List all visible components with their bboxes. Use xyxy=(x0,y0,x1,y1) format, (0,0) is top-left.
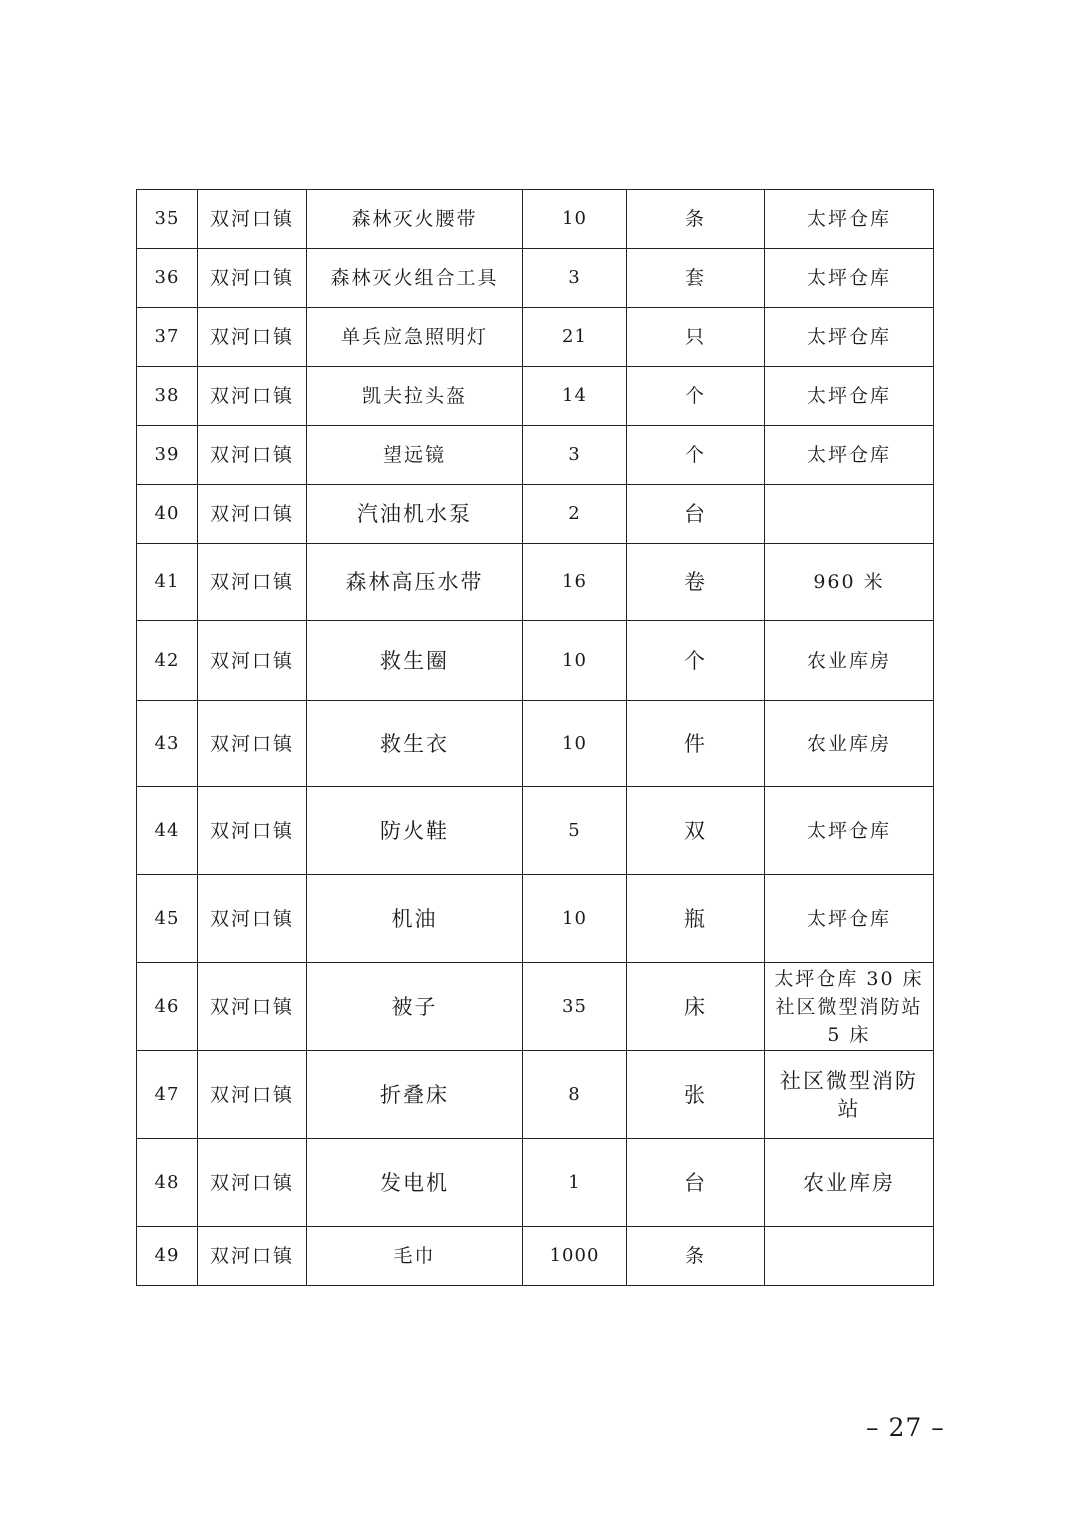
page-number: – 27 – xyxy=(866,1413,945,1442)
location-cell: 太坪仓库 30 床社区微型消防站 5 床 xyxy=(765,963,934,1051)
unit-cell: 套 xyxy=(627,249,765,308)
item-cell: 救生圈 xyxy=(307,621,523,701)
quantity-cell: 21 xyxy=(523,308,627,367)
location-cell: 太坪仓库 xyxy=(765,249,934,308)
table-row xyxy=(137,1139,934,1227)
location-cell: 960 米 xyxy=(765,544,934,621)
row-number: 38 xyxy=(137,367,198,426)
quantity-cell: 35 xyxy=(523,963,627,1051)
item-cell: 森林高压水带 xyxy=(307,544,523,621)
unit-cell: 台 xyxy=(627,1139,765,1227)
unit-cell: 个 xyxy=(627,621,765,701)
town-cell: 双河口镇 xyxy=(198,1051,307,1139)
unit-cell: 卷 xyxy=(627,544,765,621)
table-row xyxy=(137,963,934,1051)
item-cell: 凯夫拉头盔 xyxy=(307,367,523,426)
quantity-cell: 2 xyxy=(523,485,627,544)
town-cell: 双河口镇 xyxy=(198,544,307,621)
row-number: 43 xyxy=(137,701,198,787)
item-cell: 机油 xyxy=(307,875,523,963)
row-number: 36 xyxy=(137,249,198,308)
item-cell: 森林灭火组合工具 xyxy=(307,249,523,308)
unit-cell: 个 xyxy=(627,367,765,426)
town-cell: 双河口镇 xyxy=(198,426,307,485)
quantity-cell: 1000 xyxy=(523,1227,627,1286)
location-cell xyxy=(765,1227,934,1286)
location-cell: 太坪仓库 xyxy=(765,787,934,875)
location-cell: 太坪仓库 xyxy=(765,308,934,367)
row-number: 49 xyxy=(137,1227,198,1286)
quantity-cell: 10 xyxy=(523,701,627,787)
row-number: 47 xyxy=(137,1051,198,1139)
quantity-cell: 10 xyxy=(523,875,627,963)
unit-cell: 个 xyxy=(627,426,765,485)
quantity-cell: 3 xyxy=(523,426,627,485)
unit-cell: 瓶 xyxy=(627,875,765,963)
row-number: 39 xyxy=(137,426,198,485)
quantity-cell: 5 xyxy=(523,787,627,875)
town-cell: 双河口镇 xyxy=(198,367,307,426)
unit-cell: 床 xyxy=(627,963,765,1051)
item-cell: 发电机 xyxy=(307,1139,523,1227)
row-number: 46 xyxy=(137,963,198,1051)
unit-cell: 双 xyxy=(627,787,765,875)
town-cell: 双河口镇 xyxy=(198,875,307,963)
quantity-cell: 14 xyxy=(523,367,627,426)
table-row xyxy=(137,875,934,963)
location-cell: 农业库房 xyxy=(765,701,934,787)
town-cell: 双河口镇 xyxy=(198,787,307,875)
table-row xyxy=(137,308,934,367)
location-cell: 农业库房 xyxy=(765,621,934,701)
row-number: 40 xyxy=(137,485,198,544)
town-cell: 双河口镇 xyxy=(198,1227,307,1286)
item-cell: 望远镜 xyxy=(307,426,523,485)
quantity-cell: 8 xyxy=(523,1051,627,1139)
town-cell: 双河口镇 xyxy=(198,963,307,1051)
table-row xyxy=(137,701,934,787)
location-cell: 农业库房 xyxy=(765,1139,934,1227)
town-cell: 双河口镇 xyxy=(198,621,307,701)
row-number: 48 xyxy=(137,1139,198,1227)
item-cell: 救生衣 xyxy=(307,701,523,787)
table-row xyxy=(137,249,934,308)
quantity-cell: 3 xyxy=(523,249,627,308)
table-body xyxy=(137,190,934,1286)
row-number: 37 xyxy=(137,308,198,367)
table-row xyxy=(137,1051,934,1139)
unit-cell: 条 xyxy=(627,1227,765,1286)
table-row xyxy=(137,787,934,875)
row-number: 35 xyxy=(137,190,198,249)
item-cell: 被子 xyxy=(307,963,523,1051)
table-row xyxy=(137,190,934,249)
location-cell: 太坪仓库 xyxy=(765,875,934,963)
row-number: 41 xyxy=(137,544,198,621)
location-cell: 太坪仓库 xyxy=(765,367,934,426)
item-cell: 防火鞋 xyxy=(307,787,523,875)
inventory-table xyxy=(136,189,934,1286)
item-cell: 折叠床 xyxy=(307,1051,523,1139)
town-cell: 双河口镇 xyxy=(198,485,307,544)
table-row xyxy=(137,1227,934,1286)
table-row xyxy=(137,621,934,701)
row-number: 44 xyxy=(137,787,198,875)
item-cell: 单兵应急照明灯 xyxy=(307,308,523,367)
unit-cell: 条 xyxy=(627,190,765,249)
town-cell: 双河口镇 xyxy=(198,249,307,308)
town-cell: 双河口镇 xyxy=(198,190,307,249)
item-cell: 毛巾 xyxy=(307,1227,523,1286)
row-number: 42 xyxy=(137,621,198,701)
row-number: 45 xyxy=(137,875,198,963)
unit-cell: 只 xyxy=(627,308,765,367)
location-cell: 社区微型消防站 xyxy=(765,1051,934,1139)
town-cell: 双河口镇 xyxy=(198,308,307,367)
unit-cell: 台 xyxy=(627,485,765,544)
table-row xyxy=(137,544,934,621)
quantity-cell: 1 xyxy=(523,1139,627,1227)
table-row xyxy=(137,367,934,426)
item-cell: 森林灭火腰带 xyxy=(307,190,523,249)
town-cell: 双河口镇 xyxy=(198,1139,307,1227)
location-cell: 太坪仓库 xyxy=(765,426,934,485)
table-row xyxy=(137,426,934,485)
quantity-cell: 10 xyxy=(523,190,627,249)
location-cell: 太坪仓库 xyxy=(765,190,934,249)
table-row xyxy=(137,485,934,544)
item-cell: 汽油机水泵 xyxy=(307,485,523,544)
quantity-cell: 10 xyxy=(523,621,627,701)
unit-cell: 件 xyxy=(627,701,765,787)
town-cell: 双河口镇 xyxy=(198,701,307,787)
location-cell xyxy=(765,485,934,544)
quantity-cell: 16 xyxy=(523,544,627,621)
unit-cell: 张 xyxy=(627,1051,765,1139)
